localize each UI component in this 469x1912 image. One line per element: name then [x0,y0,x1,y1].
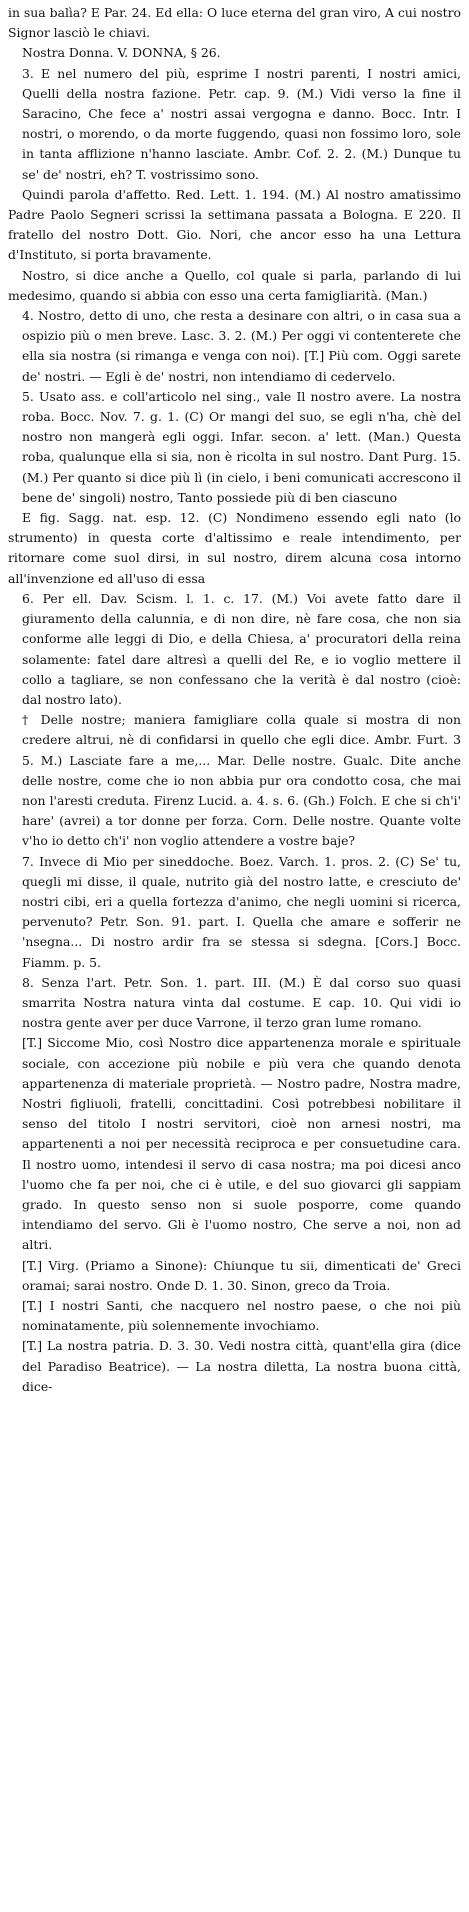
entry-sense-5: 5. Usato ass. e coll'articolo nel sing., vale Il nostro avere. La nostra roba. Bocc. Nov. 7. g. 1. (C) Or mangi del suo, se egli n'ha, chè del nostro non mangerà egli oggi. Infar. secon. a' lett. (Man.) Questa roba, qualunque ella si sia, non è ricolta in sul nostro. Dant Purg. 15. (M.) Per quanto si dice più lì (in cielo, i beni comunicati accrescono il bene de' singoli) nostro, Tanto possiede più di ben ciascuno [22,388,461,505]
entry-sense-7: 7. Invece di Mio per sineddoche. Boez. Varch. 1. pros. 2. (C) Se' tu, quegli mi disse, il quale, nutrito già del nostro latte, e cresciuto de' nostri cibi, eri a quella fortezza d'animo, che negli uomini si ricerca, pervenuto? Petr. Son. 91. part. I. Quella che amare e sofferir ne 'nsegna... Di nostro ardir fra se stessa si sdegna. [Cors.] Bocc. Fiamm. p. 5. [22,853,461,970]
entry-sense-8: 8. Senza l'art. Petr. Son. 1. part. III. (M.) È dal corso suo quasi smarrita Nostra natura vinta dal costume. E cap. 10. Qui vidi io nostra gente aver per duce Varrone, il terzo gran lume romano. [22,974,461,1031]
entry-t-santi: [T.] I nostri Santi, che nacquero nel nostro paese, o che noi più nominatamente, più solennemente invochiamo. [22,1298,461,1334]
entry-continuation: in sua balìa? E Par. 24. Ed ella: O luce eterna del gran viro, A cui nostro Signor lasciò le chiavi. [8,5,461,41]
entry-nostra-donna: Nostra Donna. V. DONNA, § 26. [22,45,221,61]
entry-sense-4: 4. Nostro, detto di uno, che resta a desinare con altri, o in casa sua a ospizio più o men breve. Lasc. 3. 2. (M.) Per oggi vi contenterete che ella sia nostra (si rimanga e venga con noi). [T.] Più com. Oggi sarete de' nostri. — Egli è de' nostri, non intendiamo di cedervelo. [22,308,461,384]
entry-delle-nostre: † Delle nostre; maniera famigliare colla quale si mostra di non credere altrui, nè di confidarsi in quello che egli dice. Ambr. Furt. 3 5. M.) Lasciate fare a me,... Mar. Delle nostre. Gualc. Dite anche delle nostre, come che io non abbia pur ora condotto cosa, che mai non l'aresti creduta. Firenz Lucid. a. 4. s. 6. (Gh.) Folch. E che si ch'i' hare' (avrei) a tor donne per forza. Corn. Delle nostre. Quante volte v'ho io detto ch'i' non voglio attendere a vostre baje? [22,712,461,849]
entry-fig: E fig. Sagg. nat. esp. 12. (C) Nondimeno essendo egli nato (lo strumento) in questa corte d'altissimo e reale intendimento, per ritornare come suol dirsi, in sul nostro, direm alcuna cosa intorno all'invenzione ed all'uso di essa [8,510,461,586]
entry-sense-6: 6. Per ell. Dav. Scism. l. 1. c. 17. (M.) Voi avete fatto dare il giuramento della calunnia, e di non dire, nè fare cosa, che non sia conforme alle leggi di Dio, e della Chiesa, a' procuratori della reina solamente: fatel dare altresì a quelli del Re, e io voglio mettere il collo a tagliare, se non confessano che la verità è dal nostro (cioè: dal nostro lato). [22,590,461,707]
entry-t-virg: [T.] Virg. (Priamo a Sinone): Chiunque tu sii, dimenticati de' Greci oramai; sarai nostro. Onde D. 1. 30. Sinon, greco da Troia. [22,1257,461,1293]
entry-nostro-quello: Nostro, si dice anche a Quello, col quale si parla, parlando di lui medesimo, quando si abbia con esso una certa famigliarità. (Man.) [8,267,461,303]
entry-parola-affetto: Quindi parola d'affetto. Red. Lett. 1. 194. (M.) Al nostro amatissimo Padre Paolo Segneri scrissi la settimana passata a Bologna. E 220. Il fratello del nostro Dott. Gio. Nori, che ancor esso ha una Lettura d'Instituto, si porta bravamente. [8,186,461,263]
entry-t-patria: [T.] La nostra patria. D. 3. 30. Vedi nostra città, quant'ella gira (dice del Paradiso Beatrice). — La nostra diletta, La nostra buona città, dice- [22,1338,461,1394]
entry-t-siccome-mio: [T.] Siccome Mio, così Nostro dice appartenenza morale e spirituale sociale, con accezione più nobile e più vera che quando denota appartenenza di materiale proprietà. — Nostro padre, Nostra madre, Nostri figliuoli, fratelli, concittadini. Così potrebbesi nobilitare il senso del titolo I nostri servitori, cioè non arnesi nostri, ma appartenenti a noi per necessità reciproca e per consuetudine cara. Il nostro uomo, intendesi il servo di casa nostra; ma poi dicesi anco l'uomo che fa per noi, che ci è utile, e del suo giovarci gli sappiam grado. In questo senso non si suole posporre, come quando intendiamo del servo. Gli è l'uomo nostro, Che serve a noi, non ad altri. [22,1035,461,1253]
entry-sense-3: 3. E nel numero del più, esprime I nostri parenti, I nostri amici, Quelli della nostra fazione. Petr. cap. 9. (M.) Vidi verso la fine il Saracino, Che fece a' nostri assai vergogna e danno. Bocc. Intr. I nostri, o morendo, o da morte fuggendo, quasi non fossimo loro, sole in tanta afflizione n'hanno lasciate. Ambr. Cof. 2. 2. (M.) Dunque tu se' de' nostri, eh? T. vostrissimo sono. [22,65,461,182]
